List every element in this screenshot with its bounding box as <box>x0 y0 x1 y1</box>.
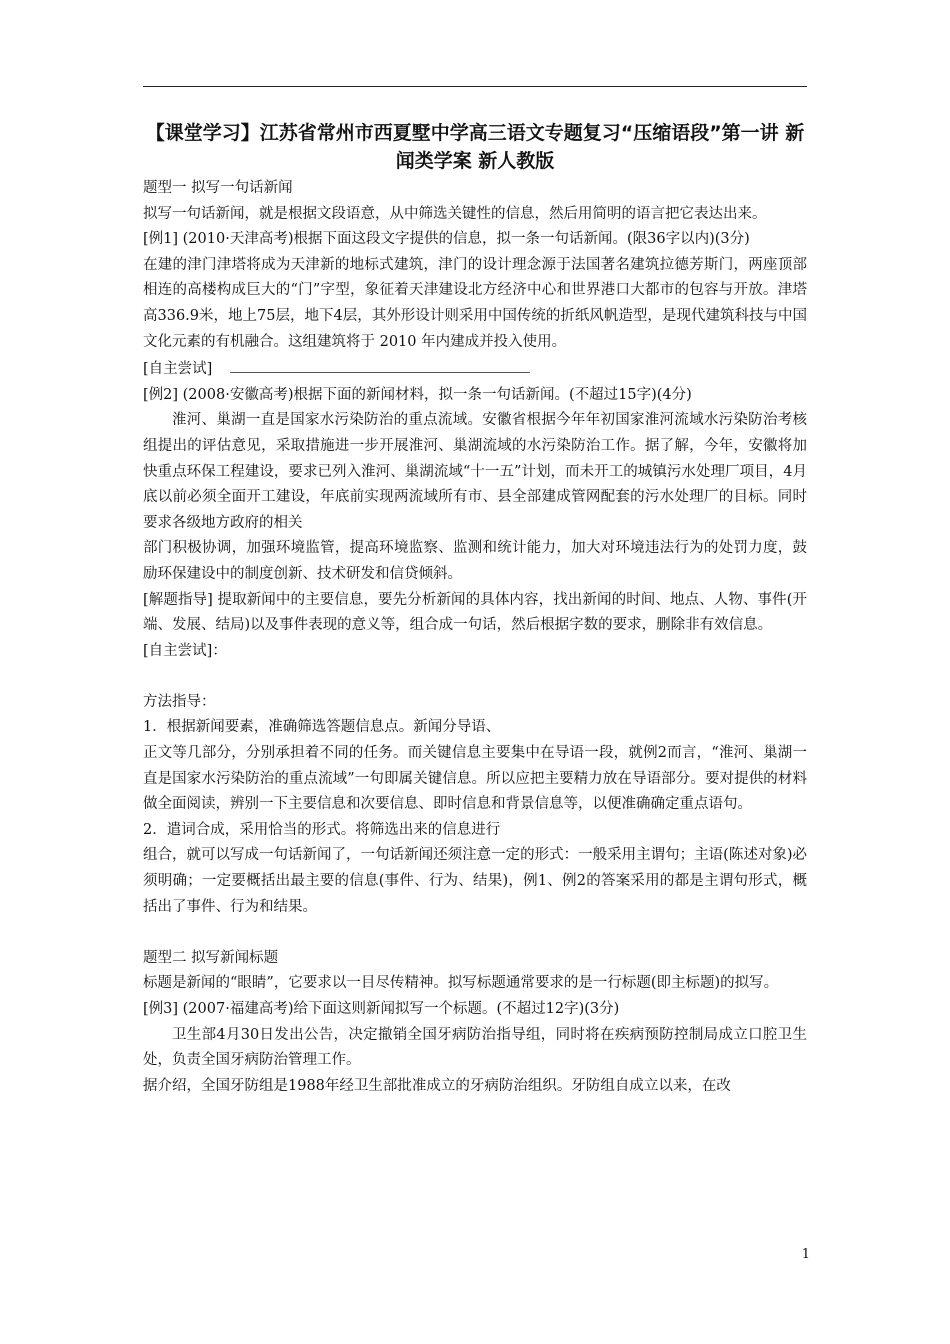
example3-text-cont: 据介绍，全国牙防组是1988年经卫生部批准成立的牙病防治组织。牙防组自成立以来，在改 <box>143 1077 731 1094</box>
example2-text: 淮河、巢湖一直是国家水污染防治的重点流域。安徽省根据今年年初国家淮河流域水污染防治考核组提出的评估意见，采取措施进一步开展淮河、巢湖流域的水污染防治工作。据了解，今年，安徽将加快重点环保工程建设，要求已列入淮河、巢湖流域“十一五”计划，而未开工的城镇污水处理厂项目，4月底以前必须全面开工建设，年底前实现两流域所有市、县全部建成管网配套的污水处理厂的目标。同时要求各级地方政府的相关 <box>143 412 807 531</box>
section1-intro: 拟写一句话新闻，就是根据文段语意，从中筛选关键性的信息，然后用简明的语言把它表达出来。 <box>143 205 767 222</box>
answer-blank-line <box>230 355 530 373</box>
try2-label: [自主尝试]： <box>143 642 227 659</box>
method-heading: 方法指导： <box>143 693 216 710</box>
example2-prompt: [例2] (2008·安徽高考)根据下面的新闻材料，拟一条一句话新闻。(不超过15字)(4分) <box>143 386 692 403</box>
example3-text: 卫生部4月30日发出公告，决定撤销全国牙病防治指导组，同时将在疾病预防控制局成立口腔卫生处，负责全国牙病防治管理工作。 <box>143 1026 807 1069</box>
spacer <box>143 664 807 690</box>
try1-label: [自主尝试] <box>143 361 213 378</box>
example1-prompt: [例1] (2010·天津高考)根据下面这段文字提供的信息，拟一条一句话新闻。(限36字以内)(3分) <box>143 231 750 248</box>
method1: 1．根据新闻要素，准确筛选答题信息点。新闻分导语、 <box>143 719 501 736</box>
try1-row <box>143 355 807 383</box>
example3-prompt: [例3] (2007·福建高考)给下面这则新闻拟写一个标题。(不超过12字)(3分) <box>143 1001 620 1017</box>
section1-heading: 题型一 拟写一句话新闻 <box>143 180 293 196</box>
document-body <box>143 176 807 1099</box>
header-rule <box>143 86 807 87</box>
example2-text-cont: 部门积极协调，加强环境监管，提高环境监察、监测和统计能力，加大对环境违法行为的处罚力度，鼓励环保建设中的制度创新、技术研发和信贷倾斜。 <box>143 540 807 582</box>
page-title: 【课堂学习】江苏省常州市西夏墅中学高三语文专题复习“压缩语段”第一讲 新闻类学案 新人教版 <box>145 122 805 172</box>
method2-cont: 组合，就可以写成一句话新闻了，一句话新闻还须注意一定的形式：一般采用主谓句；主语(陈述对象)必须明确；一定要概括出最主要的信息(事件、行为、结果)，例1、例2的答案采用的都是主谓句形式，概括出了事件、行为和结果。 <box>143 847 807 915</box>
method2: 2．遣词合成，采用恰当的形式。将筛选出来的信息进行 <box>143 821 501 838</box>
section2-heading: 题型二 拟写新闻标题 <box>143 949 279 966</box>
solution-guide: [解题指导] 提取新闻中的主要信息，要先分析新闻的具体内容，找出新闻的时间、地点、人物、事件(开端、发展、结局)以及事件表现的意义等，组合成一句话，然后根据字数的要求，删除非有效信息。 <box>143 591 807 634</box>
example1-text: 在建的津门津塔将成为天津新的地标式建筑，津门的设计理念源于法国著名建筑拉德芳斯门，两座顶部相连的高楼构成巨大的“门”字型，象征着天津建设北方经济中心和世界港口大都市的包容与开放。津塔高336.9米，地上75层，地下4层，其外形设计则采用中国传统的折纸风帆造型，是现代建筑科技与中国文化元素的有机融合。这组建筑将于 2010 年内建成并投入使用。 <box>143 256 807 350</box>
page-number: 1 <box>801 1247 810 1262</box>
section2-intro: 标题是新闻的“眼睛”，它要求以一目尽传精神。拟写标题通常要求的是一行标题(即主标题)的拟写。 <box>143 975 779 992</box>
spacer <box>143 920 807 946</box>
method1-cont: 正文等几部分，分别承担着不同的任务。而关键信息主要集中在导语一段，就例2而言，“淮河、巢湖一直是国家水污染防治的重点流域”一句即属关键信息。所以应把主要精力放在导语部分。要对提供的材料做全面阅读，辨别一下主要信息和次要信息、即时信息和背景信息等，以便准确确定重点语句。 <box>143 745 807 813</box>
